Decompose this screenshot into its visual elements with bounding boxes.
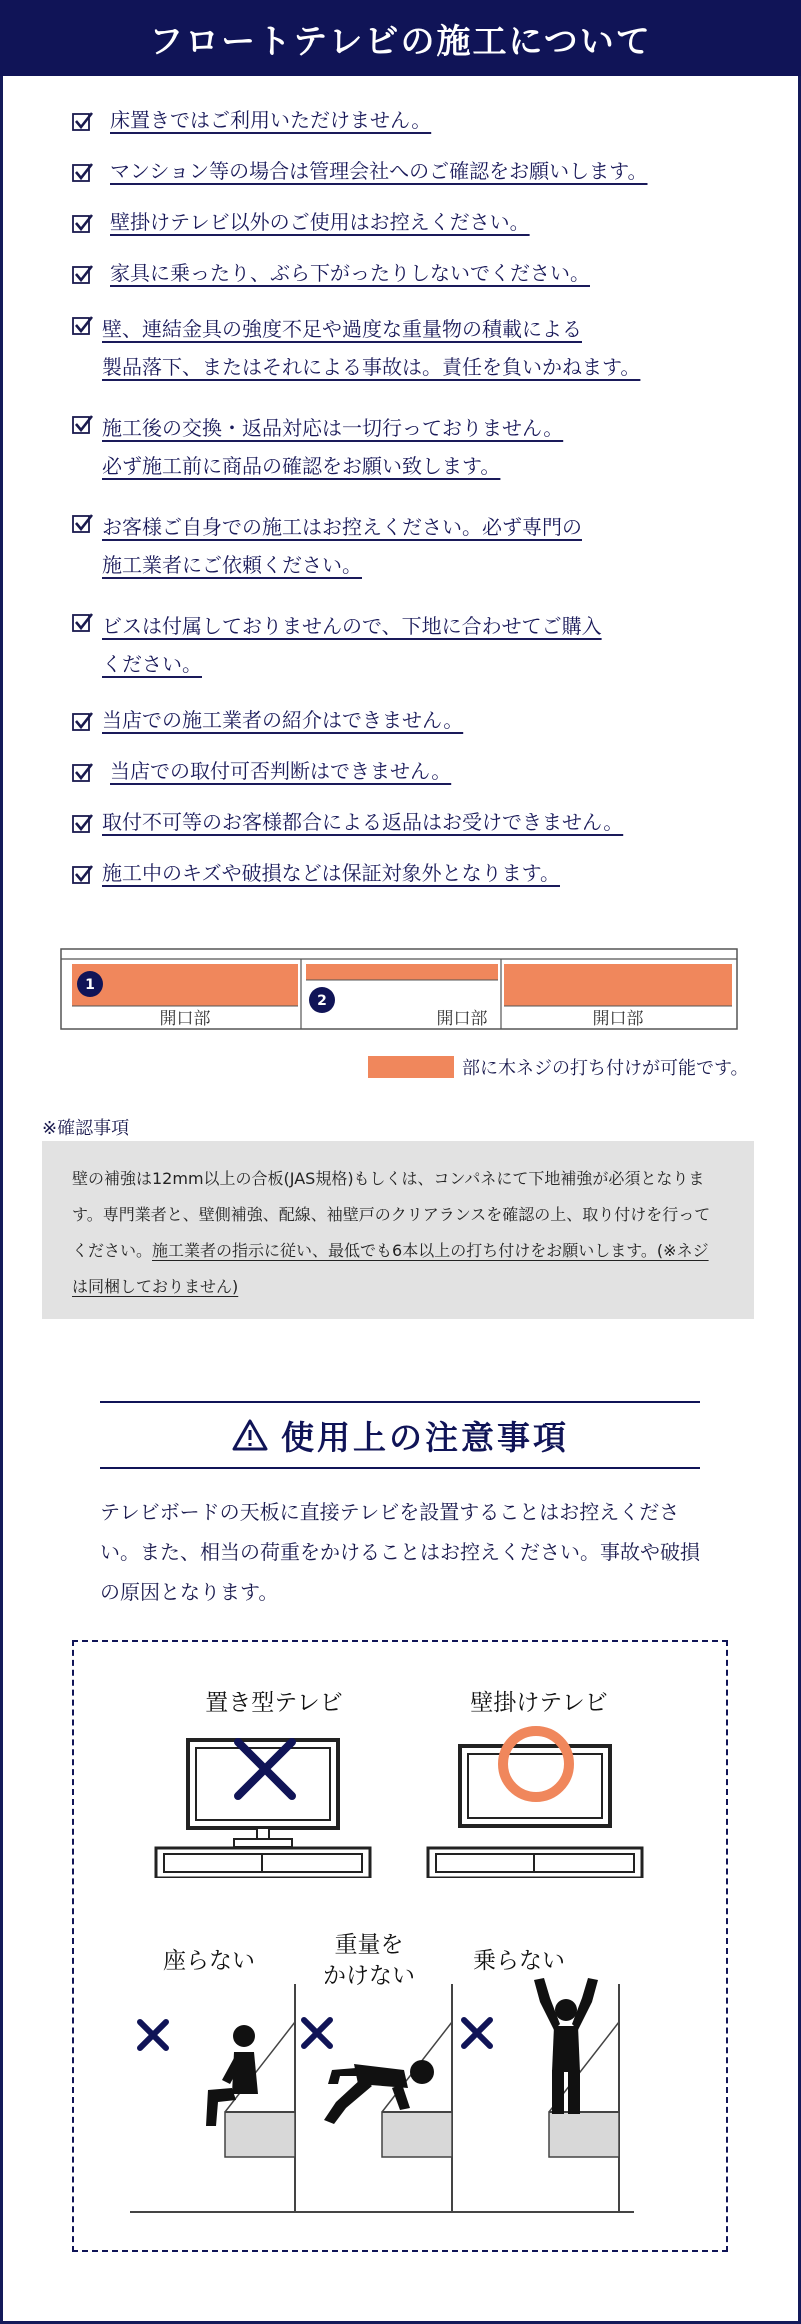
standing-tv-label: 置き型テレビ xyxy=(205,1690,343,1716)
note-box xyxy=(42,1141,754,1319)
note-title: ※確認事項 xyxy=(42,1118,130,1139)
list-item xyxy=(72,409,762,485)
list-item-text: マンション等の場合は管理会社へのご確認をお願いします。 xyxy=(110,159,648,183)
caution-title: 使用上の注意事項 xyxy=(281,1417,569,1457)
checkbox-checked-icon xyxy=(72,513,94,535)
checkbox-checked-icon xyxy=(72,111,94,133)
checkbox-checked-icon xyxy=(72,162,94,184)
list-item-text: 当店での取付可否判断はできません。 xyxy=(110,759,452,783)
opening-label-2: 開口部 xyxy=(436,1009,488,1029)
list-item-text: お客様ご自身での施工はお控えください。必ず専門の 施工業者にご依頼ください。 xyxy=(102,515,582,577)
header-banner xyxy=(0,0,801,76)
caution-text: テレビボードの天板に直接テレビを設置することはお控えください。また、相当の荷重をかけることはお控えください。事故や破損の原因となります。 xyxy=(100,1500,700,1604)
checkbox-checked-icon xyxy=(72,315,94,337)
list-item-text: 壁、連結金具の強度不足や過度な重量物の積載による 製品落下、またはそれによる事故は。責任を負いかねます。 xyxy=(102,317,641,379)
ok-circle-icon xyxy=(494,1722,578,1806)
opening-label-1: 開口部 xyxy=(159,1009,211,1029)
list-item xyxy=(72,757,762,785)
legend-text: 部に木ネジの打ち付けが可能です。 xyxy=(462,1058,749,1079)
list-item-text: 床置きではご利用いただけません。 xyxy=(110,108,432,132)
list-item xyxy=(72,508,762,584)
no-weight-illustration xyxy=(292,1972,462,2222)
list-item xyxy=(72,706,762,734)
board-screw-diagram xyxy=(60,948,738,1030)
checkbox-checked-icon xyxy=(72,864,94,886)
no-ride-illustration xyxy=(454,1972,634,2222)
diagram-legend xyxy=(368,1055,749,1079)
warning-icon xyxy=(231,1418,269,1452)
list-item-text: 家具に乗ったり、ぶら下がったりしないでください。 xyxy=(110,261,590,285)
no-sit-illustration xyxy=(130,1972,310,2222)
checkbox-checked-icon xyxy=(72,213,94,235)
usage-illustration xyxy=(72,1640,728,2252)
list-item-text: 施工後の交換・返品対応は一切行っておりません。 必ず施工前に商品の確認をお願い致します。 xyxy=(102,416,564,478)
screw-area-2 xyxy=(306,964,498,980)
badge-2-text: 2 xyxy=(317,993,327,1009)
list-item-text: 当店での施工業者の紹介はできません。 xyxy=(102,708,464,732)
no-ride-label: 乗らない xyxy=(473,1948,565,1974)
list-item-text: 壁掛けテレビ以外のご使用はお控えください。 xyxy=(110,210,530,234)
caution-heading xyxy=(100,1404,700,1466)
opening-label-3: 開口部 xyxy=(592,1009,644,1029)
note-text: 壁の補強は12mm以上の合板(JAS規格)もしくは、コンパネにて下地補強が必須となります。専門業者と、壁側補強、配線、袖壁戸のクリアランスを確認の上、取り付けを行ってください。施工業者の指示に従い、最低でも6本以上の打ち付けをお願いします。(※ネジは同梱しておりません) xyxy=(72,1169,711,1296)
no-weight-label-2: かけない xyxy=(323,1963,415,1989)
list-item xyxy=(72,607,762,683)
list-item-text: 施工中のキズや破損などは保証対象外となります。 xyxy=(102,861,560,885)
divider xyxy=(100,1401,700,1403)
wall-tv-label: 壁掛けテレビ xyxy=(470,1690,608,1716)
list-item xyxy=(72,157,762,185)
list-item-text: ビスは付属しておりませんので、下地に合わせてご購入 ください。 xyxy=(102,614,602,676)
list-item xyxy=(72,859,762,887)
list-item xyxy=(72,259,762,287)
screw-area-3 xyxy=(504,964,732,1006)
screw-area-1 xyxy=(72,964,298,1006)
badge-1-text: 1 xyxy=(85,977,95,993)
checkbox-checked-icon xyxy=(72,711,94,733)
checkbox-checked-icon xyxy=(72,762,94,784)
checkbox-checked-icon xyxy=(72,414,94,436)
legend-swatch xyxy=(368,1056,454,1078)
construction-checklist xyxy=(72,106,762,910)
list-item xyxy=(72,208,762,236)
page-title: フロートテレビの施工について xyxy=(149,21,652,62)
checkbox-checked-icon xyxy=(72,612,94,634)
list-item xyxy=(72,310,762,386)
checkbox-checked-icon xyxy=(72,264,94,286)
checkbox-checked-icon xyxy=(72,813,94,835)
ng-cross-icon xyxy=(232,1736,298,1802)
list-item xyxy=(72,106,762,134)
list-item-text: 取付不可等のお客様都合による返品はお受けできません。 xyxy=(102,810,624,834)
list-item xyxy=(72,808,762,836)
divider xyxy=(100,1467,700,1469)
no-weight-label-1: 重量を xyxy=(334,1932,404,1958)
no-sit-label: 座らない xyxy=(163,1948,255,1974)
